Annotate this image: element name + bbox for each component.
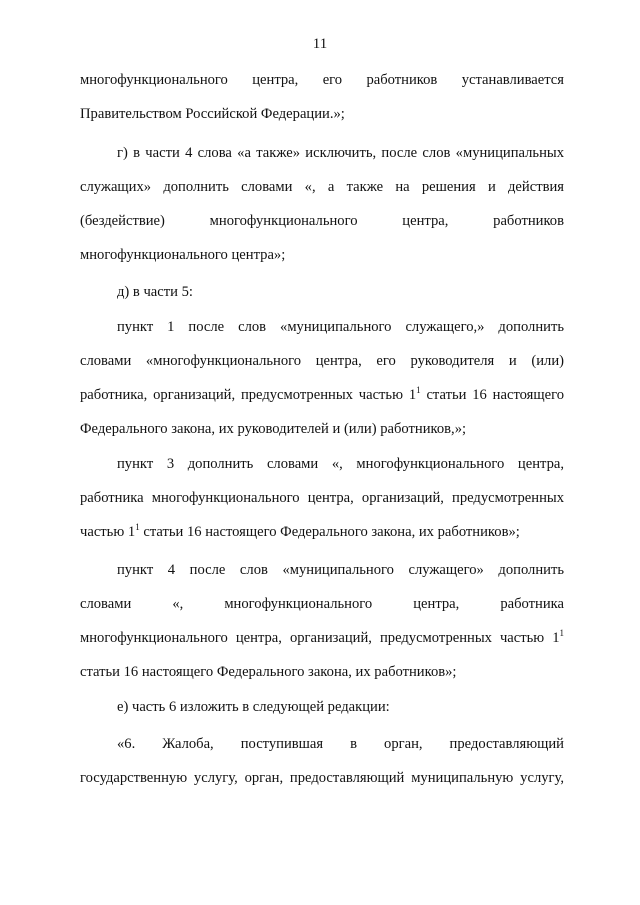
text-line: служащих» дополнить словами «, а также на решения и действия — [80, 179, 564, 195]
superscript: 1 — [135, 522, 140, 532]
text-line: Правительством Российской Федерации.»; — [80, 106, 345, 122]
text-fragment: работника, организаций, предусмотренных частью 1 — [80, 387, 417, 403]
text-line: пункт 3 дополнить словами «, многофункционального центра, — [117, 456, 564, 472]
text-line: е) часть 6 изложить в следующей редакции: — [117, 699, 390, 715]
text-line — [80, 522, 564, 542]
superscript: 1 — [416, 385, 421, 395]
superscript: 1 — [559, 628, 564, 638]
text-line: словами «, многофункционального центра, работника — [80, 596, 564, 612]
text-line: д) в части 5: — [117, 284, 193, 300]
text-line: работника многофункционального центра, организаций, предусмотренных — [80, 490, 564, 506]
text-line: Федерального закона, их руководителей и (или) работников,»; — [80, 421, 467, 437]
text-line: «6. Жалоба, поступившая в орган, предоставляющий — [117, 736, 564, 752]
text-line — [80, 385, 564, 405]
text-line: словами «многофункционального центра, его руководителя и (или) — [80, 353, 564, 369]
text-fragment: статьи 16 настоящего Федерального закона, их работников»; — [139, 524, 520, 540]
text-line — [80, 628, 564, 648]
text-fragment: многофункционального центра, организаций, предусмотренных частью 1 — [80, 630, 560, 646]
page-number: 11 — [312, 36, 328, 52]
text-line: пункт 1 после слов «муниципального служащего,» дополнить — [117, 319, 564, 335]
text-line: (бездействие) многофункционального центра, работников — [80, 213, 564, 229]
text-line: многофункционального центра, его работников устанавливается — [80, 72, 564, 88]
text-line: статьи 16 настоящего Федерального закона, их работников»; — [80, 664, 457, 680]
text-line: государственную услугу, орган, предоставляющий муниципальную услугу, — [80, 770, 564, 786]
text-line: многофункционального центра»; — [80, 247, 286, 263]
text-line: пункт 4 после слов «муниципального служащего» дополнить — [117, 562, 564, 578]
text-fragment: частью 1 — [80, 524, 136, 540]
text-line: г) в части 4 слова «а также» исключить, после слов «муниципальных — [117, 145, 564, 161]
text-fragment: статьи 16 настоящего — [420, 387, 564, 403]
